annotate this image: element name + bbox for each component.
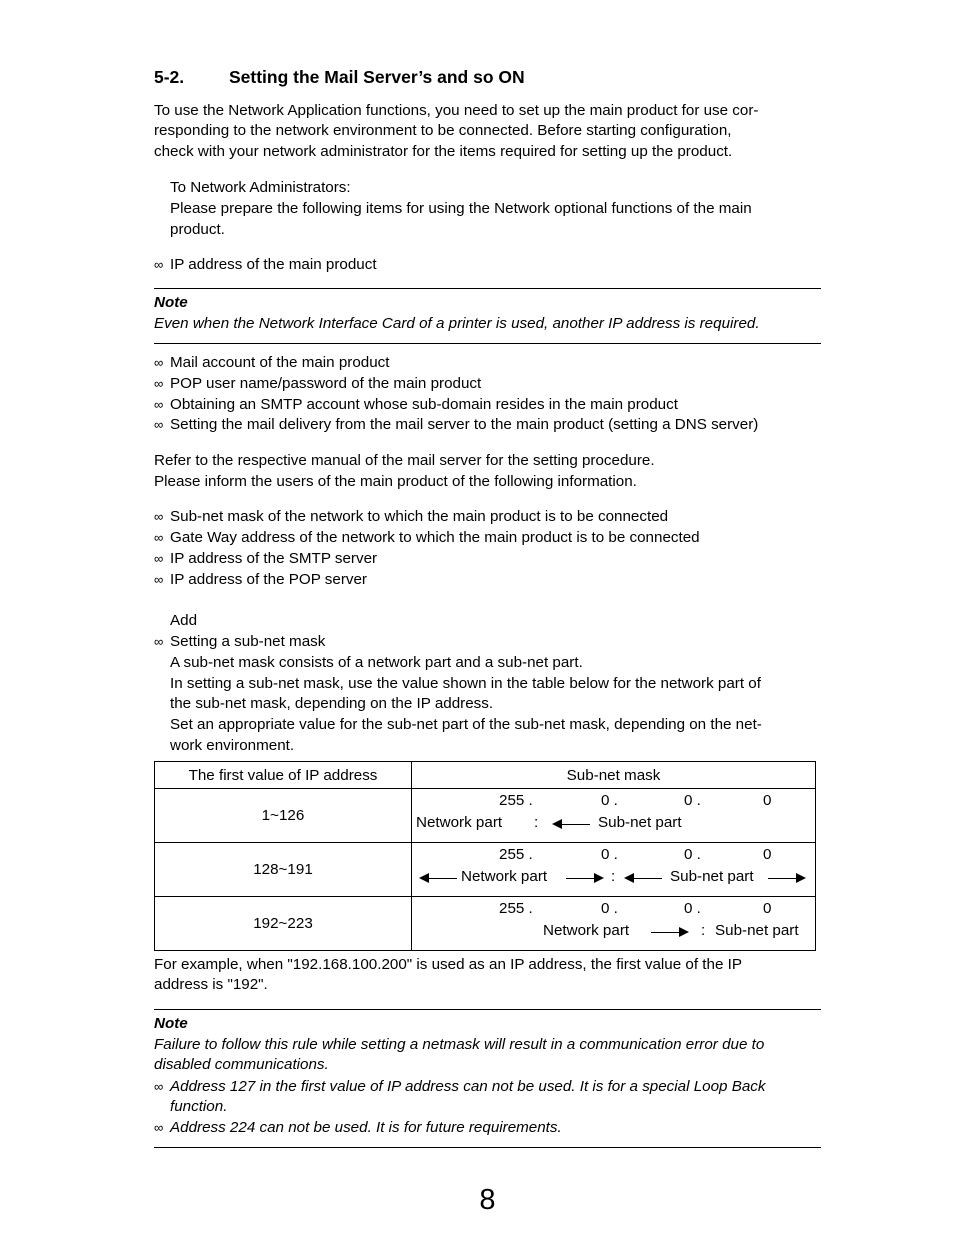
list-item: ∞ IP address of the SMTP server <box>154 550 378 567</box>
note-rule-top <box>154 1009 821 1010</box>
mask-cell <box>412 789 816 843</box>
table-header-cell: Sub-net mask <box>412 762 816 789</box>
note-list-item: ∞ Address 224 can not be used. It is for future requirements. <box>154 1119 562 1136</box>
bullet-marker: ∞ <box>154 572 164 587</box>
arrow-left-icon <box>626 878 662 879</box>
part-separator: : <box>611 868 616 885</box>
network-part-label: Network part <box>461 868 548 885</box>
network-part-label: Network part <box>543 922 630 939</box>
refer-line: Refer to the respective manual of the mail server for the setting procedure. <box>154 452 655 469</box>
ip-range-cell: 128~191 <box>155 843 412 897</box>
note-rule-bottom <box>154 1147 821 1148</box>
subnet-mask-table <box>154 761 816 951</box>
octet: 255 . <box>499 846 533 863</box>
table-row <box>155 843 816 897</box>
octet: 0 . <box>601 846 618 863</box>
bullet-marker: ∞ <box>154 1120 164 1135</box>
note-title: Note <box>154 294 188 311</box>
ip-range-cell: 1~126 <box>155 789 412 843</box>
list-item: ∞ Gate Way address of the network to which the main product is to be connected <box>154 529 700 546</box>
bullet-marker: ∞ <box>154 257 164 272</box>
note-text: Failure to follow this rule while setting a netmask will result in a communication error due to <box>154 1036 765 1053</box>
bullet-marker: ∞ <box>154 551 164 566</box>
bullet-marker: ∞ <box>154 376 164 391</box>
octet: 0 . <box>684 792 701 809</box>
table-row <box>155 789 816 843</box>
arrow-left-icon <box>554 824 590 825</box>
table-row <box>155 897 816 951</box>
arrow-right-icon <box>566 878 602 879</box>
note-rule-bottom <box>154 343 821 344</box>
octet: 0 . <box>684 846 701 863</box>
list-item: ∞ Sub-net mask of the network to which the main product is to be connected <box>154 508 669 525</box>
octet: 0 . <box>684 900 701 917</box>
bullet-marker: ∞ <box>154 530 164 545</box>
mask-cell <box>412 843 816 897</box>
admin-title: To Network Administrators: <box>170 179 351 196</box>
mask-cell <box>412 897 816 951</box>
list-item: ∞ Mail account of the main product <box>154 354 390 371</box>
octet: 255 . <box>499 792 533 809</box>
table-header-cell: The first value of IP address <box>155 762 412 789</box>
subnet-part-label: Sub-net part <box>670 868 754 885</box>
list-item: ∞ POP user name/password of the main product <box>154 375 482 392</box>
list-item: ∞ Setting the mail delivery from the mail server to the main product (setting a DNS server) <box>154 416 759 433</box>
note-list-item: ∞ Address 127 in the first value of IP address can not be used. It is for a special Loop Back <box>154 1078 766 1095</box>
subnet-part-label: Sub-net part <box>598 814 682 831</box>
bullet-marker: ∞ <box>154 634 164 649</box>
bullet-marker: ∞ <box>154 397 164 412</box>
octet: 0 . <box>601 792 618 809</box>
octet: 0 <box>763 846 772 863</box>
ip-range-cell: 192~223 <box>155 897 412 951</box>
add-line: Set an appropriate value for the sub-net part of the sub-net mask, depending on the net- <box>170 716 762 733</box>
intro-line: To use the Network Application functions, you need to set up the main product for use cor- <box>154 102 759 119</box>
network-part-label: Network part <box>416 814 503 831</box>
intro-line: check with your network administrator for the items required for setting up the product. <box>154 143 733 160</box>
list-item: ∞ IP address of the main product <box>154 256 377 273</box>
note-text: Even when the Network Interface Card of a printer is used, another IP address is required. <box>154 315 760 332</box>
octet: 0 . <box>601 900 618 917</box>
list-item: ∞ Setting a sub-net mask <box>154 633 326 650</box>
note-rule-top <box>154 288 821 289</box>
part-separator: : <box>701 922 706 939</box>
note-text: function. <box>170 1098 228 1115</box>
note-title: Note <box>154 1015 188 1032</box>
example-line: address is "192". <box>154 976 268 993</box>
admin-line: product. <box>170 221 225 238</box>
part-separator: : <box>534 814 539 831</box>
arrow-right-icon <box>768 878 804 879</box>
section-heading <box>154 67 525 87</box>
arrow-left-icon <box>421 878 457 879</box>
add-label: Add <box>170 612 198 629</box>
arrow-right-icon <box>651 932 687 933</box>
add-line: A sub-net mask consists of a network part and a sub-net part. <box>170 654 583 671</box>
bullet-marker: ∞ <box>154 355 164 370</box>
subnet-part-label: Sub-net part <box>715 922 799 939</box>
add-line: In setting a sub-net mask, use the value shown in the table below for the network part of <box>170 675 761 692</box>
section-title: Setting the Mail Server’s and so ON <box>229 67 525 87</box>
bullet-marker: ∞ <box>154 509 164 524</box>
list-item: ∞ IP address of the POP server <box>154 571 367 588</box>
list-item: ∞ Obtaining an SMTP account whose sub-domain resides in the main product <box>154 396 678 413</box>
octet: 0 <box>763 900 772 917</box>
add-line: the sub-net mask, depending on the IP address. <box>170 695 494 712</box>
bullet-marker: ∞ <box>154 1079 164 1094</box>
table-header-row <box>155 762 816 789</box>
admin-line: Please prepare the following items for using the Network optional functions of the main <box>170 200 752 217</box>
section-number: 5-2. <box>154 67 185 87</box>
page-number: 8 <box>479 1184 496 1216</box>
intro-line: responding to the network environment to be connected. Before starting configuration, <box>154 122 732 139</box>
bullet-marker: ∞ <box>154 417 164 432</box>
octet: 0 <box>763 792 772 809</box>
add-line: work environment. <box>170 737 295 754</box>
refer-line: Please inform the users of the main product of the following information. <box>154 473 637 490</box>
octet: 255 . <box>499 900 533 917</box>
example-line: For example, when "192.168.100.200" is used as an IP address, the first value of the IP <box>154 956 742 973</box>
note-text: disabled communications. <box>154 1056 329 1073</box>
